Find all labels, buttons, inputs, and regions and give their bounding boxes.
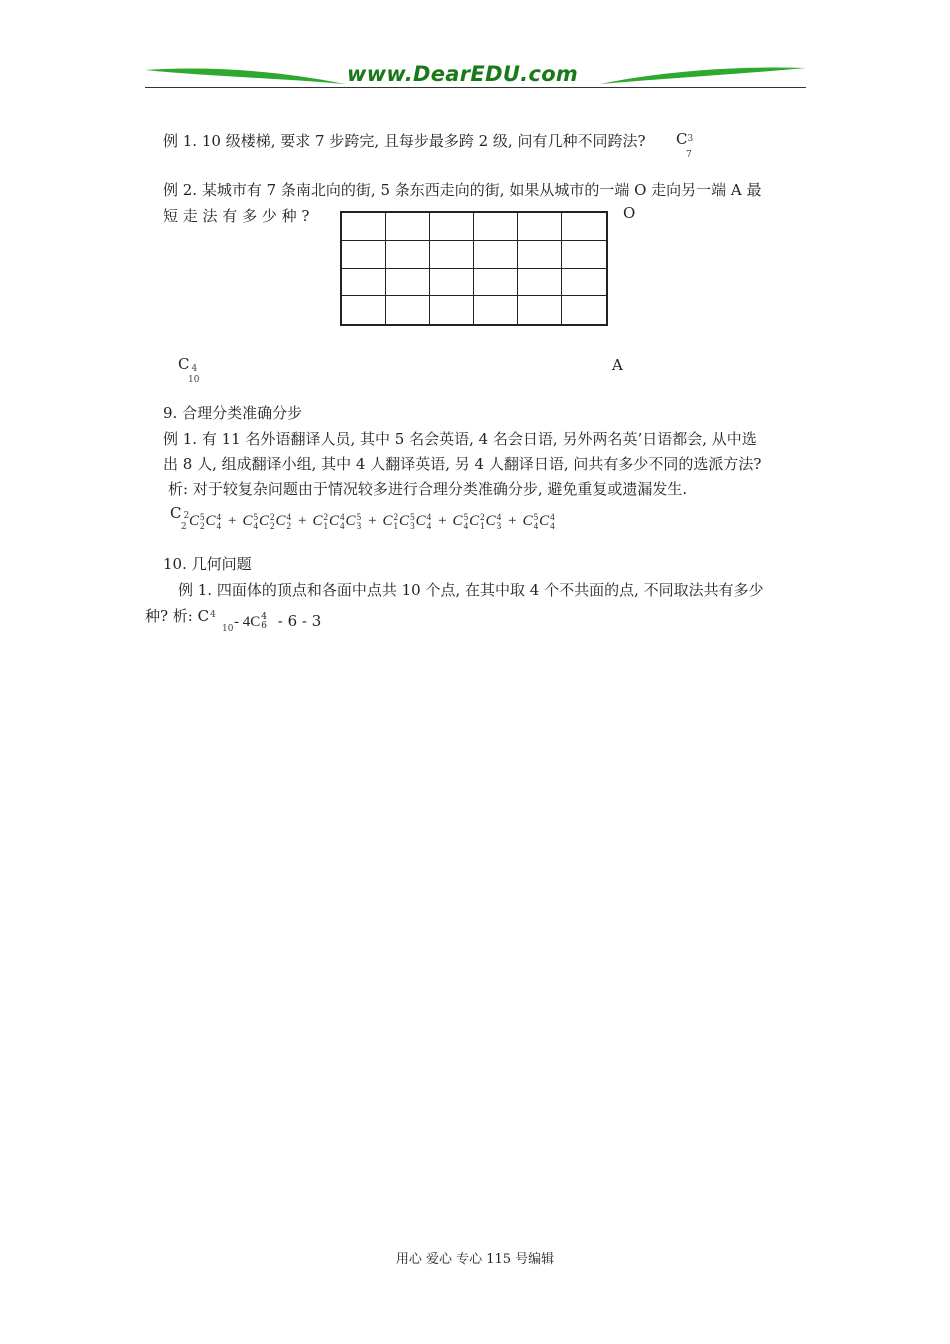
formula-combination: C 5 4 (242, 512, 259, 531)
example-2-line1: 例 2. 某城市有 7 条南北向的街, 5 条东西走向的街, 如果从城市的一端 O 走向另一端 A 最 (163, 181, 762, 199)
section-9-title: 9. 合理分类准确分步 (163, 404, 303, 422)
formula-plus: + (228, 513, 237, 530)
page-footer: 用心 爱心 专心 115 号编辑 (395, 1252, 555, 1267)
grid-label-o: O (623, 204, 636, 222)
grid-label-a: A (612, 356, 623, 374)
formula-combination: C 2 1 (382, 512, 399, 531)
section-9-formula (189, 513, 556, 531)
section-9-formula-start-sub: 2 (181, 522, 187, 532)
example-1-answer-sub: 7 (686, 150, 692, 160)
section-10-line1: 例 1. 四面体的顶点和各面中点共 10 个点, 在其中取 4 个不共面的点, 不同取法共有多少 (178, 581, 764, 599)
formula-combination: C 5 3 (345, 512, 362, 531)
section-10-line2: 种? 析: $C^4$ (145, 607, 216, 625)
section-10-expr: - 4C 4 6 - 6 - 3 (234, 612, 322, 631)
section-9-formula-start: C 2 (170, 504, 190, 522)
example-1-answer: $C^3$ (676, 130, 694, 148)
formula-combination: C 4 4 (539, 512, 555, 531)
site-logo: www.DearEDU.com (347, 62, 579, 86)
street-grid-diagram (340, 211, 608, 326)
formula-plus: + (508, 513, 517, 530)
formula-combination: C 4 4 (205, 512, 222, 531)
section-9-line1: 例 1. 有 11 名外语翻译人员, 其中 5 名会英语, 4 名会日语, 另外两名英’日语都会, 从中选 (163, 430, 757, 448)
formula-combination: C 5 2 (189, 512, 205, 531)
formula-combination: C 2 2 (259, 512, 275, 531)
formula-combination: C 4 3 (485, 512, 502, 531)
formula-plus: + (298, 513, 307, 530)
formula-combination: C 2 1 (312, 512, 329, 531)
formula-combination: C 5 4 (522, 512, 539, 531)
section-10-sub: 10 (222, 624, 234, 634)
example-2-line2: 短 走 法 有 多 少 种 ? (163, 207, 310, 225)
formula-plus: + (368, 513, 377, 530)
formula-combination: C 4 4 (329, 512, 345, 531)
right-swoosh-decoration (600, 64, 806, 86)
formula-combination: C 5 3 (399, 512, 415, 531)
example-2-answer: C 4 (178, 355, 198, 374)
formula-combination: C 5 4 (452, 512, 469, 531)
formula-combination: C 4 4 (415, 512, 432, 531)
example-1-text: 例 1. 10 级楼梯, 要求 7 步跨完, 且每步最多跨 2 级, 问有几种不同跨法? (163, 132, 646, 150)
section-9-analysis: 析: 对于较复杂问题由于情况较多进行合理分类准确分步, 避免重复或遗漏发生. (168, 480, 688, 498)
section-9-line2: 出 8 人, 组成翻译小组, 其中 4 人翻译英语, 另 4 人翻译日语, 问共有多少不同的选派方法? (163, 455, 762, 473)
example-2-answer-sub: 10 (188, 375, 200, 385)
left-swoosh-decoration (145, 64, 345, 86)
formula-combination: C 4 2 (275, 512, 292, 531)
formula-combination: C 2 1 (469, 512, 485, 531)
header-rule (145, 87, 806, 88)
section-10-title: 10. 几何问题 (163, 555, 252, 573)
formula-plus: + (438, 513, 447, 530)
